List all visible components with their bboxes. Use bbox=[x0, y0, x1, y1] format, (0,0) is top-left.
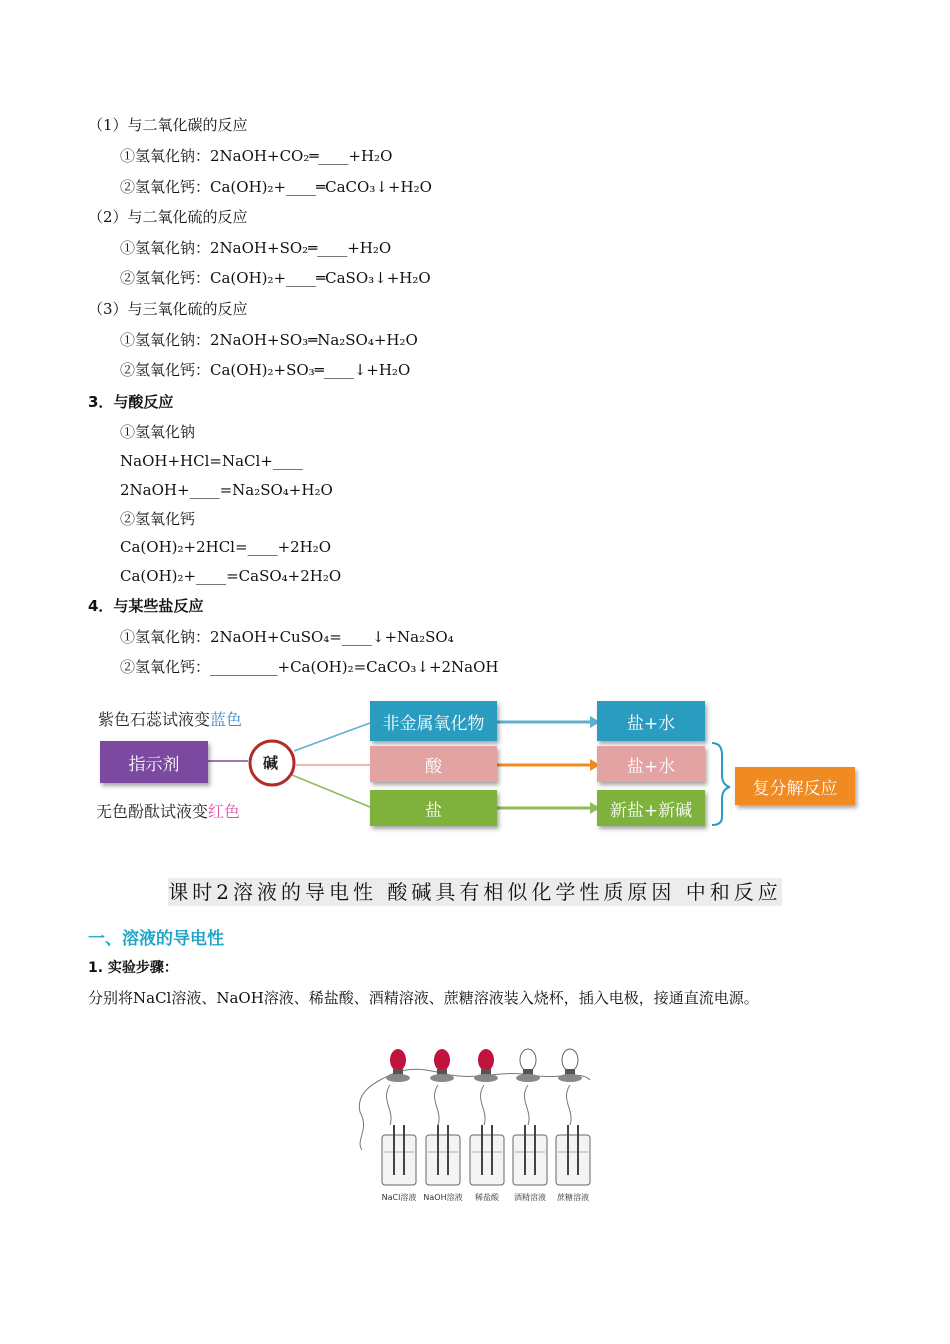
so2-naoh-tail: +H₂O bbox=[347, 239, 392, 257]
blank: ____ bbox=[196, 567, 227, 585]
acid-naoh-eq2-pre: 2NaOH+ bbox=[120, 481, 190, 499]
salt-naoh-tail: ↓+Na₂SO₄ bbox=[371, 628, 454, 646]
so3-caoh-line bbox=[120, 360, 410, 380]
blank: ____ bbox=[341, 628, 372, 646]
so3-caoh-eq: Ca(OH)₂+SO₃═ bbox=[210, 361, 324, 379]
co2-caoh-tail: ═CaCO₃↓+H₂O bbox=[316, 178, 432, 196]
beaker-label-naoh: NaOH溶液 bbox=[423, 1193, 463, 1202]
beaker-icon bbox=[470, 1135, 504, 1185]
blank: ____ bbox=[317, 239, 348, 257]
blank: ____ bbox=[272, 452, 303, 470]
bracket bbox=[712, 743, 730, 825]
indicator-box: 指示剂 bbox=[100, 741, 208, 783]
blank-long: _________ bbox=[210, 658, 278, 676]
base-to-salt-line bbox=[292, 775, 370, 807]
acid-naoh-eq2-post: =Na₂SO₄+H₂O bbox=[219, 481, 333, 499]
phenol-text: 无色酚酞试液变 bbox=[96, 802, 209, 821]
co2-heading: （1）与二氧化碳的反应 bbox=[88, 116, 248, 134]
salt-naoh-line bbox=[120, 627, 454, 647]
base-label: 碱 bbox=[263, 754, 279, 772]
lit-bulb-icon bbox=[430, 1049, 454, 1082]
so2-caoh-tail: ═CaSO₃↓+H₂O bbox=[316, 269, 431, 287]
litmus-color: 蓝色 bbox=[210, 710, 243, 729]
litmus-label bbox=[98, 707, 242, 730]
lit-bulb-icon bbox=[474, 1049, 498, 1082]
lesson-title: 课时2溶液的导电性 酸碱具有相似化学性质原因 中和反应 bbox=[168, 880, 782, 904]
step-text: 分别将NaCl溶液、NaOH溶液、稀盐酸、酒精溶液、蔗糖溶液装入烧杯，插入电极，接通直流电源。 bbox=[88, 989, 759, 1007]
result-salt-water-box-1: 盐+水 bbox=[597, 701, 705, 741]
acid-caoh-eq1 bbox=[120, 537, 331, 557]
litmus-text: 紫色石蕊试液变 bbox=[98, 710, 211, 729]
acid-naoh-eq1 bbox=[120, 451, 303, 471]
experiment-drawing bbox=[350, 1040, 600, 1210]
salt-heading: 4．与某些盐反应 bbox=[88, 597, 204, 615]
acid-caoh-eq2-pre: Ca(OH)₂+ bbox=[120, 567, 197, 585]
blank: ____ bbox=[318, 147, 349, 165]
phenol-color: 红色 bbox=[208, 802, 241, 821]
acid-caoh-label: ②氢氧化钙 bbox=[120, 510, 196, 528]
unlit-bulb-icon bbox=[558, 1049, 582, 1082]
result-new-salt-base-box: 新盐+新碱 bbox=[597, 790, 705, 826]
blank: ____ bbox=[247, 538, 278, 556]
co2-caoh-line bbox=[120, 177, 432, 197]
acid-caoh-eq2-post: =CaSO₄+2H₂O bbox=[226, 567, 342, 585]
lit-bulb-icon bbox=[386, 1049, 410, 1082]
beaker-icon bbox=[426, 1135, 460, 1185]
so2-caoh-label: ②氢氧化钙： bbox=[120, 269, 211, 287]
so3-caoh-label: ②氢氧化钙： bbox=[120, 361, 211, 379]
so2-caoh-eq: Ca(OH)₂+ bbox=[210, 269, 287, 287]
acid-caoh-eq1-pre: Ca(OH)₂+2HCl= bbox=[120, 538, 248, 556]
beaker-icon bbox=[513, 1135, 547, 1185]
salt-naoh-eq: 2NaOH+CuSO₄= bbox=[210, 628, 342, 646]
step-heading: 1. 实验步骤： bbox=[88, 960, 178, 976]
salt-caoh-label: ②氢氧化钙： bbox=[120, 658, 211, 676]
so2-naoh-line bbox=[120, 238, 391, 258]
so3-naoh-line bbox=[120, 330, 418, 350]
phenol-label bbox=[96, 799, 240, 822]
beaker-label-nacl: NaCl溶液 bbox=[381, 1193, 417, 1202]
section-heading: 一、溶液的导电性 bbox=[88, 929, 224, 949]
acid-naoh-eq2 bbox=[120, 480, 333, 500]
acid-naoh-label: ①氢氧化钠 bbox=[120, 423, 196, 441]
beaker-icon bbox=[556, 1135, 590, 1185]
base-properties-diagram bbox=[0, 695, 950, 835]
so2-naoh-eq: 2NaOH+SO₂═ bbox=[210, 239, 318, 257]
co2-naoh-label: ①氢氧化钠： bbox=[120, 147, 211, 165]
so2-caoh-line bbox=[120, 268, 431, 288]
co2-naoh-tail: +H₂O bbox=[348, 147, 393, 165]
co2-caoh-label: ②氢氧化钙： bbox=[120, 178, 211, 196]
conductivity-experiment-figure bbox=[350, 1040, 600, 1210]
unlit-bulb-icon bbox=[516, 1049, 540, 1082]
salt-caoh-tail: +Ca(OH)₂=CaCO₃↓+2NaOH bbox=[277, 658, 499, 676]
blank: ____ bbox=[286, 178, 317, 196]
so3-naoh-eq: 2NaOH+SO₃═Na₂SO₄+H₂O bbox=[210, 331, 418, 349]
acid-heading: 3．与酸反应 bbox=[88, 393, 174, 411]
so3-heading: （3）与三氧化硫的反应 bbox=[88, 300, 248, 318]
blank: ____ bbox=[323, 361, 354, 379]
salt-naoh-label: ①氢氧化钠： bbox=[120, 628, 211, 646]
nonmetal-oxide-box: 非金属氧化物 bbox=[370, 701, 497, 741]
blank: ____ bbox=[286, 269, 317, 287]
so3-naoh-label: ①氢氧化钠： bbox=[120, 331, 211, 349]
blank: ____ bbox=[189, 481, 220, 499]
acid-caoh-eq2 bbox=[120, 566, 341, 586]
acid-naoh-eq1-text: NaOH+HCl=NaCl+ bbox=[120, 452, 273, 470]
co2-naoh-eq: 2NaOH+CO₂═ bbox=[210, 147, 319, 165]
base-to-nonmetal-line bbox=[294, 723, 370, 751]
acid-caoh-eq1-post: +2H₂O bbox=[277, 538, 332, 556]
co2-naoh-line bbox=[120, 146, 392, 166]
salt-caoh-line bbox=[120, 657, 499, 677]
salt-box: 盐 bbox=[370, 790, 497, 826]
beaker-icon bbox=[382, 1135, 416, 1185]
beaker-label-sucrose: 蔗糖溶液 bbox=[557, 1193, 589, 1202]
so3-caoh-tail: ↓+H₂O bbox=[353, 361, 411, 379]
result-salt-water-box-2: 盐+水 bbox=[597, 746, 705, 782]
acid-box: 酸 bbox=[370, 746, 497, 782]
beaker-label-alcohol: 酒精溶液 bbox=[514, 1193, 546, 1202]
beaker-label-hcl: 稀盐酸 bbox=[475, 1193, 499, 1202]
so2-heading: （2）与二氧化硫的反应 bbox=[88, 208, 248, 226]
co2-caoh-eq: Ca(OH)₂+ bbox=[210, 178, 287, 196]
so2-naoh-label: ①氢氧化钠： bbox=[120, 239, 211, 257]
double-decomposition-box: 复分解反应 bbox=[735, 767, 855, 805]
